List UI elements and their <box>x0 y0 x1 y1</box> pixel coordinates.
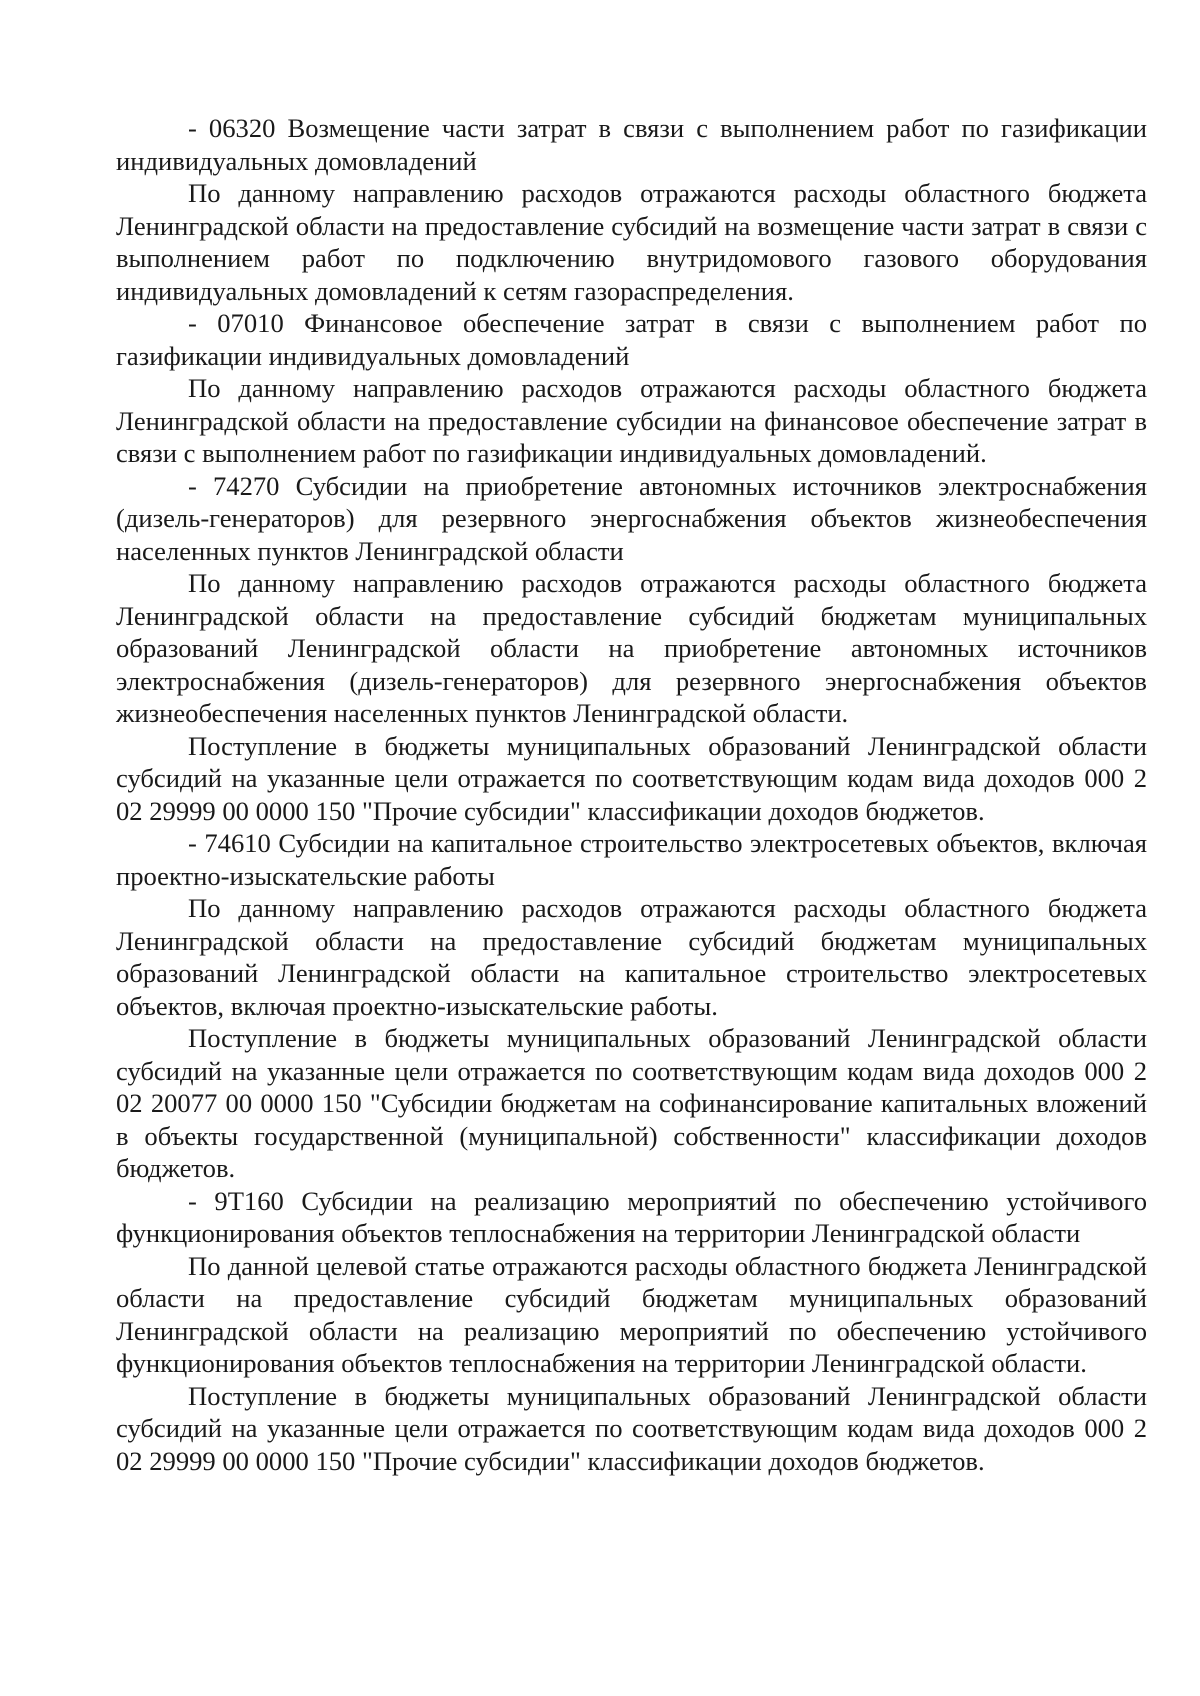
paragraph-9t160-revenue: Поступление в бюджеты муниципальных образований Ленинградской области субсидий на указанные цели отражается по соответствующим кодам вида доходов 000 2 02 29999 00 0000 150 "Прочие субсидии" классификации доходов бюджетов. <box>116 1380 1147 1476</box>
heading-74270: - 74270 Субсидии на приобретение автономных источников электроснабжения (дизель-генераторов) для резервного энергоснабжения объектов жизнеобеспечения населенных пунктов Ленинградской области <box>116 470 1147 566</box>
heading-07010: - 07010 Финансовое обеспечение затрат в связи с выполнением работ по газификации индивидуальных домовладений <box>116 308 1147 371</box>
paragraph-06320-description: По данному направлению расходов отражаются расходы областного бюджета Ленинградской области на предоставление субсидий на возмещение части затрат в связи с выполнением работ по подключению внутридомового газового оборудования индивидуальных домовладений к сетям газораспределения. <box>116 178 1147 306</box>
paragraph-74270-description: По данному направлению расходов отражаются расходы областного бюджета Ленинградской области на предоставление субсидий бюджетам муниципальных образований Ленинградской области на приобретение автономных источников электроснабжения (дизель-генераторов) для резервного энергоснабжения объектов жизнеобеспечения населенных пунктов Ленинградской области. <box>116 568 1147 728</box>
paragraph-07010-description: По данному направлению расходов отражаются расходы областного бюджета Ленинградской области на предоставление субсидии на финансовое обеспечение затрат в связи с выполнением работ по газификации индивидуальных домовладений. <box>116 373 1147 468</box>
paragraph-74270-revenue: Поступление в бюджеты муниципальных образований Ленинградской области субсидий на указанные цели отражается по соответствующим кодам вида доходов 000 2 02 29999 00 0000 150 "Прочие субсидии" классификации доходов бюджетов. <box>116 730 1147 826</box>
paragraph-74610-description: По данному направлению расходов отражаются расходы областного бюджета Ленинградской области на предоставление субсидий бюджетам муниципальных образований Ленинградской области на капитальное строительство электросетевых объектов, включая проектно-изыскательские работы. <box>116 893 1147 1021</box>
paragraph-74610-revenue: Поступление в бюджеты муниципальных образований Ленинградской области субсидий на указанные цели отражается по соответствующим кодам вида доходов 000 2 02 20077 00 0000 150 "Субсидии бюджетам на софинансирование капитальных вложений в объекты государственной (муниципальной) собственности" классификации доходов бюджетов. <box>116 1023 1147 1183</box>
paragraph-9t160-description: По данной целевой статье отражаются расходы областного бюджета Ленинградской области на предоставление субсидий бюджетам муниципальных образований Ленинградской области на реализацию мероприятий по обеспечению устойчивого функционирования объектов теплоснабжения на территории Ленинградской области. <box>116 1250 1147 1378</box>
heading-9t160: - 9Т160 Субсидии на реализацию мероприятий по обеспечению устойчивого функционирования объектов теплоснабжения на территории Ленинградской области <box>116 1185 1147 1248</box>
heading-06320: - 06320 Возмещение части затрат в связи с выполнением работ по газификации индивидуальных домовладений <box>116 113 1147 176</box>
document-body <box>116 112 1147 1477</box>
heading-74610: - 74610 Субсидии на капитальное строительство электросетевых объектов, включая проектно-изыскательские работы <box>116 828 1147 891</box>
